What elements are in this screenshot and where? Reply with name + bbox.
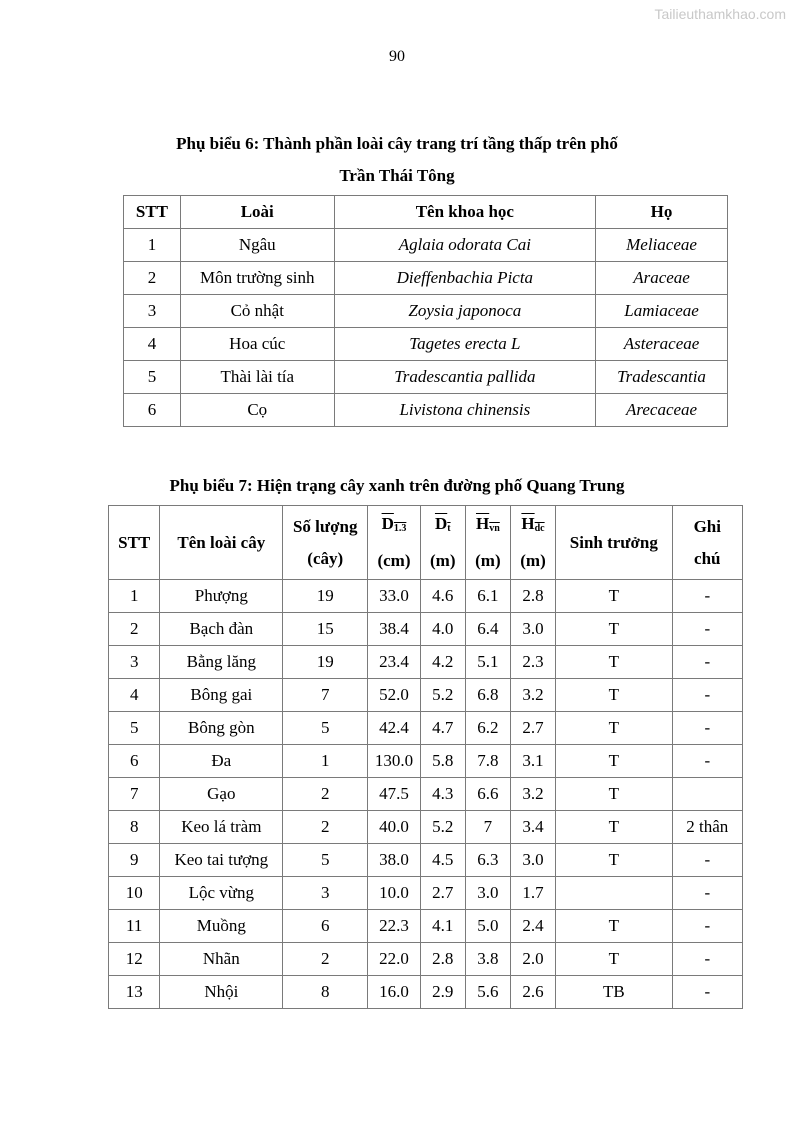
- cell-note: -: [672, 712, 742, 745]
- cell-stt: 5: [124, 361, 181, 394]
- header-note: [672, 506, 742, 580]
- cell-scientific-name: Dieffenbachia Picta: [334, 262, 596, 295]
- table-row: [109, 943, 743, 976]
- cell-d13: 16.0: [368, 976, 420, 1009]
- table-row: [109, 976, 743, 1009]
- cell-dt: 4.2: [420, 646, 465, 679]
- cell-stt: 2: [109, 613, 160, 646]
- cell-count: 3: [283, 877, 368, 910]
- cell-growth: T: [556, 580, 673, 613]
- cell-scientific-name: Livistona chinensis: [334, 394, 596, 427]
- cell-stt: 6: [109, 745, 160, 778]
- cell-hvn: 6.6: [465, 778, 510, 811]
- cell-dt: 4.6: [420, 580, 465, 613]
- header-hvn-unit: (m): [475, 551, 501, 570]
- header-d13-unit: (cm): [377, 551, 411, 570]
- cell-stt: 5: [109, 712, 160, 745]
- cell-count: 6: [283, 910, 368, 943]
- cell-species-name: Muồng: [160, 910, 283, 943]
- cell-hdc: 3.2: [510, 778, 555, 811]
- cell-stt: 8: [109, 811, 160, 844]
- cell-stt: 2: [124, 262, 181, 295]
- cell-dt: 5.2: [420, 811, 465, 844]
- cell-d13: 33.0: [368, 580, 420, 613]
- table-row: [124, 328, 728, 361]
- cell-family: Araceae: [596, 262, 728, 295]
- header-hvn-symbol: $H_{vn}$: [475, 514, 500, 534]
- table-row: [109, 910, 743, 943]
- cell-d13: 52.0: [368, 679, 420, 712]
- cell-count: 5: [283, 712, 368, 745]
- header-stt: STT: [109, 506, 160, 580]
- cell-species-name: Lộc vừng: [160, 877, 283, 910]
- table-row: [109, 811, 743, 844]
- table-row: [109, 712, 743, 745]
- cell-count: 2: [283, 811, 368, 844]
- header-note-line2: chú: [694, 548, 721, 568]
- cell-species: Ngâu: [180, 229, 334, 262]
- header-note-line1: Ghi: [693, 516, 721, 536]
- cell-species-name: Đa: [160, 745, 283, 778]
- cell-growth: T: [556, 679, 673, 712]
- header-family: Họ: [596, 196, 728, 229]
- cell-hdc: 1.7: [510, 877, 555, 910]
- header-scientific-name: Tên khoa học: [334, 196, 596, 229]
- cell-growth: T: [556, 811, 673, 844]
- tree-status-table: [108, 505, 743, 1009]
- header-hdc: [510, 506, 555, 580]
- cell-stt: 11: [109, 910, 160, 943]
- page-number: 90: [389, 48, 405, 65]
- table-row: [109, 844, 743, 877]
- header-dt: [420, 506, 465, 580]
- cell-scientific-name: Tagetes erecta L: [334, 328, 596, 361]
- cell-hvn: 5.6: [465, 976, 510, 1009]
- table-row: [124, 262, 728, 295]
- cell-note: -: [672, 613, 742, 646]
- cell-d13: 38.0: [368, 844, 420, 877]
- header-species: Loài: [180, 196, 334, 229]
- header-d13: [368, 506, 420, 580]
- cell-dt: 2.7: [420, 877, 465, 910]
- cell-hvn: 5.0: [465, 910, 510, 943]
- table-header-row: [124, 196, 728, 229]
- cell-hdc: 2.0: [510, 943, 555, 976]
- cell-hdc: 2.6: [510, 976, 555, 1009]
- cell-species: Cỏ nhật: [180, 295, 334, 328]
- cell-stt: 3: [109, 646, 160, 679]
- cell-hdc: 2.4: [510, 910, 555, 943]
- cell-hdc: 2.8: [510, 580, 555, 613]
- cell-hvn: 7: [465, 811, 510, 844]
- cell-stt: 1: [109, 580, 160, 613]
- cell-dt: 4.1: [420, 910, 465, 943]
- cell-species: Thài lài tía: [180, 361, 334, 394]
- cell-dt: 4.3: [420, 778, 465, 811]
- cell-family: Tradescantia: [596, 361, 728, 394]
- header-stt: STT: [124, 196, 181, 229]
- cell-d13: 22.3: [368, 910, 420, 943]
- table1-caption-line1: Phụ biểu 6: Thành phần loài cây trang trí tầng thấp trên phố: [176, 134, 618, 153]
- watermark: Tailieuthamkhao.com: [654, 6, 786, 22]
- cell-growth: T: [556, 943, 673, 976]
- cell-growth: TB: [556, 976, 673, 1009]
- cell-growth: T: [556, 844, 673, 877]
- cell-hvn: 6.8: [465, 679, 510, 712]
- table-row: [109, 580, 743, 613]
- cell-species-name: Keo lá tràm: [160, 811, 283, 844]
- cell-scientific-name: Tradescantia pallida: [334, 361, 596, 394]
- table-header-row: [109, 506, 743, 580]
- cell-hdc: 2.7: [510, 712, 555, 745]
- table-row: [109, 646, 743, 679]
- cell-hdc: 3.2: [510, 679, 555, 712]
- table-row: [124, 295, 728, 328]
- cell-d13: 130.0: [368, 745, 420, 778]
- cell-note: -: [672, 745, 742, 778]
- cell-count: 2: [283, 943, 368, 976]
- cell-count: 5: [283, 844, 368, 877]
- header-hdc-symbol: $H_{dc}$: [521, 514, 545, 534]
- cell-d13: 10.0: [368, 877, 420, 910]
- cell-growth: T: [556, 646, 673, 679]
- cell-species-name: Nhãn: [160, 943, 283, 976]
- cell-stt: 1: [124, 229, 181, 262]
- cell-stt: 12: [109, 943, 160, 976]
- cell-note: -: [672, 943, 742, 976]
- table-row: [124, 394, 728, 427]
- cell-family: Asteraceae: [596, 328, 728, 361]
- cell-species: Cọ: [180, 394, 334, 427]
- table-row: [109, 679, 743, 712]
- header-count-line1: Số lượng: [292, 516, 358, 536]
- cell-note: [672, 778, 742, 811]
- cell-hvn: 6.1: [465, 580, 510, 613]
- table-row: [124, 229, 728, 262]
- table1-caption: [0, 128, 794, 192]
- header-growth: Sinh trưởng: [556, 506, 673, 580]
- header-hvn: [465, 506, 510, 580]
- cell-species-name: Gạo: [160, 778, 283, 811]
- cell-count: 7: [283, 679, 368, 712]
- cell-hdc: 3.4: [510, 811, 555, 844]
- cell-note: -: [672, 877, 742, 910]
- table-row: [109, 778, 743, 811]
- cell-scientific-name: Aglaia odorata Cai: [334, 229, 596, 262]
- cell-note: -: [672, 679, 742, 712]
- cell-dt: 2.8: [420, 943, 465, 976]
- cell-hvn: 6.3: [465, 844, 510, 877]
- cell-count: 1: [283, 745, 368, 778]
- cell-hvn: 7.8: [465, 745, 510, 778]
- header-count: [283, 506, 368, 580]
- cell-hdc: 2.3: [510, 646, 555, 679]
- cell-d13: 23.4: [368, 646, 420, 679]
- cell-d13: 42.4: [368, 712, 420, 745]
- cell-species-name: Bông gòn: [160, 712, 283, 745]
- cell-growth: T: [556, 910, 673, 943]
- cell-dt: 5.8: [420, 745, 465, 778]
- cell-count: 8: [283, 976, 368, 1009]
- species-table: [123, 195, 728, 427]
- cell-growth: T: [556, 778, 673, 811]
- cell-dt: 5.2: [420, 679, 465, 712]
- cell-stt: 4: [124, 328, 181, 361]
- cell-d13: 40.0: [368, 811, 420, 844]
- cell-hvn: 3.0: [465, 877, 510, 910]
- cell-stt: 7: [109, 778, 160, 811]
- cell-hvn: 6.2: [465, 712, 510, 745]
- table-row: [124, 361, 728, 394]
- header-dt-unit: (m): [430, 551, 456, 570]
- cell-note: -: [672, 580, 742, 613]
- cell-hdc: 3.1: [510, 745, 555, 778]
- cell-scientific-name: Zoysia japonoca: [334, 295, 596, 328]
- cell-species-name: Keo tai tượng: [160, 844, 283, 877]
- cell-dt: 4.7: [420, 712, 465, 745]
- table-row: [109, 745, 743, 778]
- cell-species-name: Phượng: [160, 580, 283, 613]
- cell-family: Arecaceae: [596, 394, 728, 427]
- header-dt-symbol: $D_t$: [434, 514, 451, 534]
- cell-dt: 4.0: [420, 613, 465, 646]
- cell-d13: 38.4: [368, 613, 420, 646]
- header-d13-symbol: $D_{1.3}$: [381, 514, 407, 534]
- cell-d13: 47.5: [368, 778, 420, 811]
- cell-hvn: 3.8: [465, 943, 510, 976]
- cell-species-name: Bằng lăng: [160, 646, 283, 679]
- cell-family: Lamiaceae: [596, 295, 728, 328]
- cell-species: Hoa cúc: [180, 328, 334, 361]
- cell-family: Meliaceae: [596, 229, 728, 262]
- cell-count: 2: [283, 778, 368, 811]
- header-count-line2: (cây): [307, 548, 344, 568]
- cell-species-name: Bạch đàn: [160, 613, 283, 646]
- cell-count: 15: [283, 613, 368, 646]
- cell-stt: 13: [109, 976, 160, 1009]
- cell-growth: T: [556, 745, 673, 778]
- cell-hdc: 3.0: [510, 844, 555, 877]
- cell-note: -: [672, 976, 742, 1009]
- cell-hvn: 6.4: [465, 613, 510, 646]
- cell-note: -: [672, 844, 742, 877]
- cell-note: -: [672, 646, 742, 679]
- table-row: [109, 613, 743, 646]
- cell-d13: 22.0: [368, 943, 420, 976]
- cell-hdc: 3.0: [510, 613, 555, 646]
- cell-stt: 10: [109, 877, 160, 910]
- cell-growth: T: [556, 712, 673, 745]
- cell-dt: 2.9: [420, 976, 465, 1009]
- cell-species-name: Nhội: [160, 976, 283, 1009]
- cell-dt: 4.5: [420, 844, 465, 877]
- cell-hvn: 5.1: [465, 646, 510, 679]
- cell-stt: 4: [109, 679, 160, 712]
- cell-count: 19: [283, 580, 368, 613]
- cell-stt: 9: [109, 844, 160, 877]
- cell-note: 2 thân: [672, 811, 742, 844]
- cell-count: 19: [283, 646, 368, 679]
- cell-growth: [556, 877, 673, 910]
- cell-growth: T: [556, 613, 673, 646]
- cell-species: Môn trường sinh: [180, 262, 334, 295]
- header-species-name: Tên loài cây: [160, 506, 283, 580]
- cell-stt: 6: [124, 394, 181, 427]
- table-row: [109, 877, 743, 910]
- table2-caption: Phụ biểu 7: Hiện trạng cây xanh trên đường phố Quang Trung: [169, 476, 625, 495]
- header-hdc-unit: (m): [520, 551, 546, 570]
- cell-stt: 3: [124, 295, 181, 328]
- cell-note: -: [672, 910, 742, 943]
- table1-caption-line2: Trần Thái Tông: [339, 166, 455, 185]
- cell-species-name: Bông gai: [160, 679, 283, 712]
